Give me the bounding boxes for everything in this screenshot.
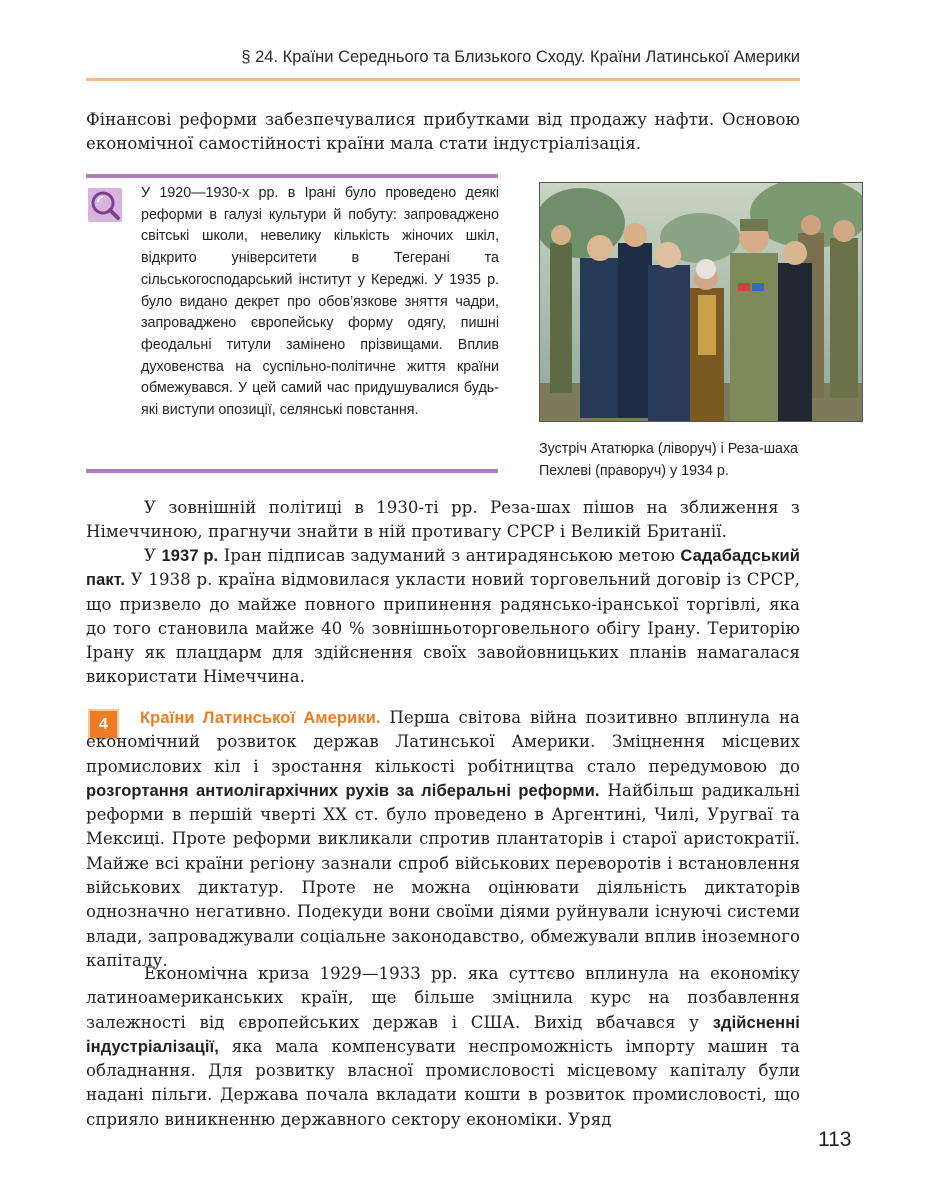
caption-line-1: Зустріч Ататюрка (ліворуч) і Реза-шаха xyxy=(539,441,798,457)
caption-line-2: Пехлеві (праворуч) у 1934 р. xyxy=(539,463,729,479)
page-number: 113 xyxy=(818,1128,852,1151)
crisis-bold: здійсненні індустріалізації, xyxy=(86,1013,800,1056)
pact-text-3: У 1938 р. країна відмовилася укласти новий торговельний договір із СРСР, що призвело до майже повного припинення радянсько-іранської торгівлі, яка до того становила майже 40 % зовнішньоторговельного обігу Ірану. Територію Ірану як плацдарм для здійснення своїх завойовницьких планів намагалася використати Німеччина. xyxy=(86,570,800,687)
section-4-text-1: Перша світова війна позитивно вплинула на економічний розвиток держав Латинської Америки. Зміцнення місцевих промислових кіл і зростання кількості робітництва стало передумовою до xyxy=(86,708,800,776)
section-4-paragraph xyxy=(86,706,800,973)
crisis-text-1: Економічна криза 1929—1933 рр. яка суттєво вплинула на економіку латиноамериканських країн, ще більше зміцнила курс на позбавлення залежності від європейських держав і США. Вихід вбачався у xyxy=(86,964,800,1032)
info-box-text: У 1920—1930-х рр. в Ірані було проведено деякі реформи в галузі культури й побуту: запроваджено світські школи, невелику кількість жіночих шкіл, відкрито університети в Тегерані та сільськогосподарський інститут у Кереджі. У 1935 р. було видано декрет про обов’язкове зняття чадри, запроваджено європейську форму одягу, пишні феодальні титули замінено прізвищами. Вплив духовенства на суспільно-політичне життя країни обмежувався. У цей самий час придушувалися будь-які виступи опозиції, селянські повстання. xyxy=(141,185,499,419)
info-box-top-rule xyxy=(86,174,498,178)
pact-year: 1937 р. xyxy=(161,547,219,565)
section-number-badge: 4 xyxy=(88,709,119,740)
section-4-title: Країни Латинської Америки. xyxy=(140,709,381,727)
magnifier-icon xyxy=(88,188,122,222)
paragraph-foreign-policy: У зовнішній політиці в 1930-ті рр. Реза-шах пішов на зближення з Німеччиною, прагнучи знайти в ній противагу СРСР і Великій Британії. xyxy=(86,498,800,542)
intro-paragraph: Фінансові реформи забезпечувалися прибутками від продажу нафти. Основою економічної самостійності країни мала стати індустріалізація. xyxy=(86,110,800,154)
pact-name: Садабадський пакт. xyxy=(86,547,800,590)
info-box-bottom-rule xyxy=(86,469,498,473)
running-header: § 24. Країни Середнього та Близького Сходу. Країни Латинської Америки xyxy=(241,48,800,66)
header-rule xyxy=(86,78,800,81)
crisis-text-2: яка мала компенсувати неспроможність імпорту машин та обладнання. Для розвитку власної промисловості місцевому капіталу були надані пільги. Держава почала вкладати кошти в розвиток промисловості, що сприяло виникненню державного сектору економіки. Уряд xyxy=(86,1036,800,1129)
paragraph-crisis xyxy=(86,962,800,1132)
pact-text-1: У xyxy=(144,546,162,565)
section-4-bold-1: розгортання антиолігархічних рухів за ліберальні реформи. xyxy=(86,781,600,800)
figure-caption xyxy=(539,438,861,482)
section-4-text-2: Найбільш радикальні реформи в першій чверті XX ст. було проведено в Аргентині, Чилі, Уругваї та Мексиці. Проте реформи викликали спротив плантаторів і старої аристократії. Майже всі країни регіону зазнали спроб військових переворотів і встановлення військових диктатур. Проте не можна оцінювати діяльність диктаторів однозначно негативно. Подекуди вони своїми діями руйнували існуючі системи влади, запроваджували соціальне законодавство, обмежували вплив іноземного капіталу. xyxy=(86,780,800,970)
historical-photo xyxy=(539,182,863,422)
pact-text-2: Іран підписав задуманий з антирадянською метою xyxy=(218,546,681,565)
paragraph-pact xyxy=(86,544,800,690)
